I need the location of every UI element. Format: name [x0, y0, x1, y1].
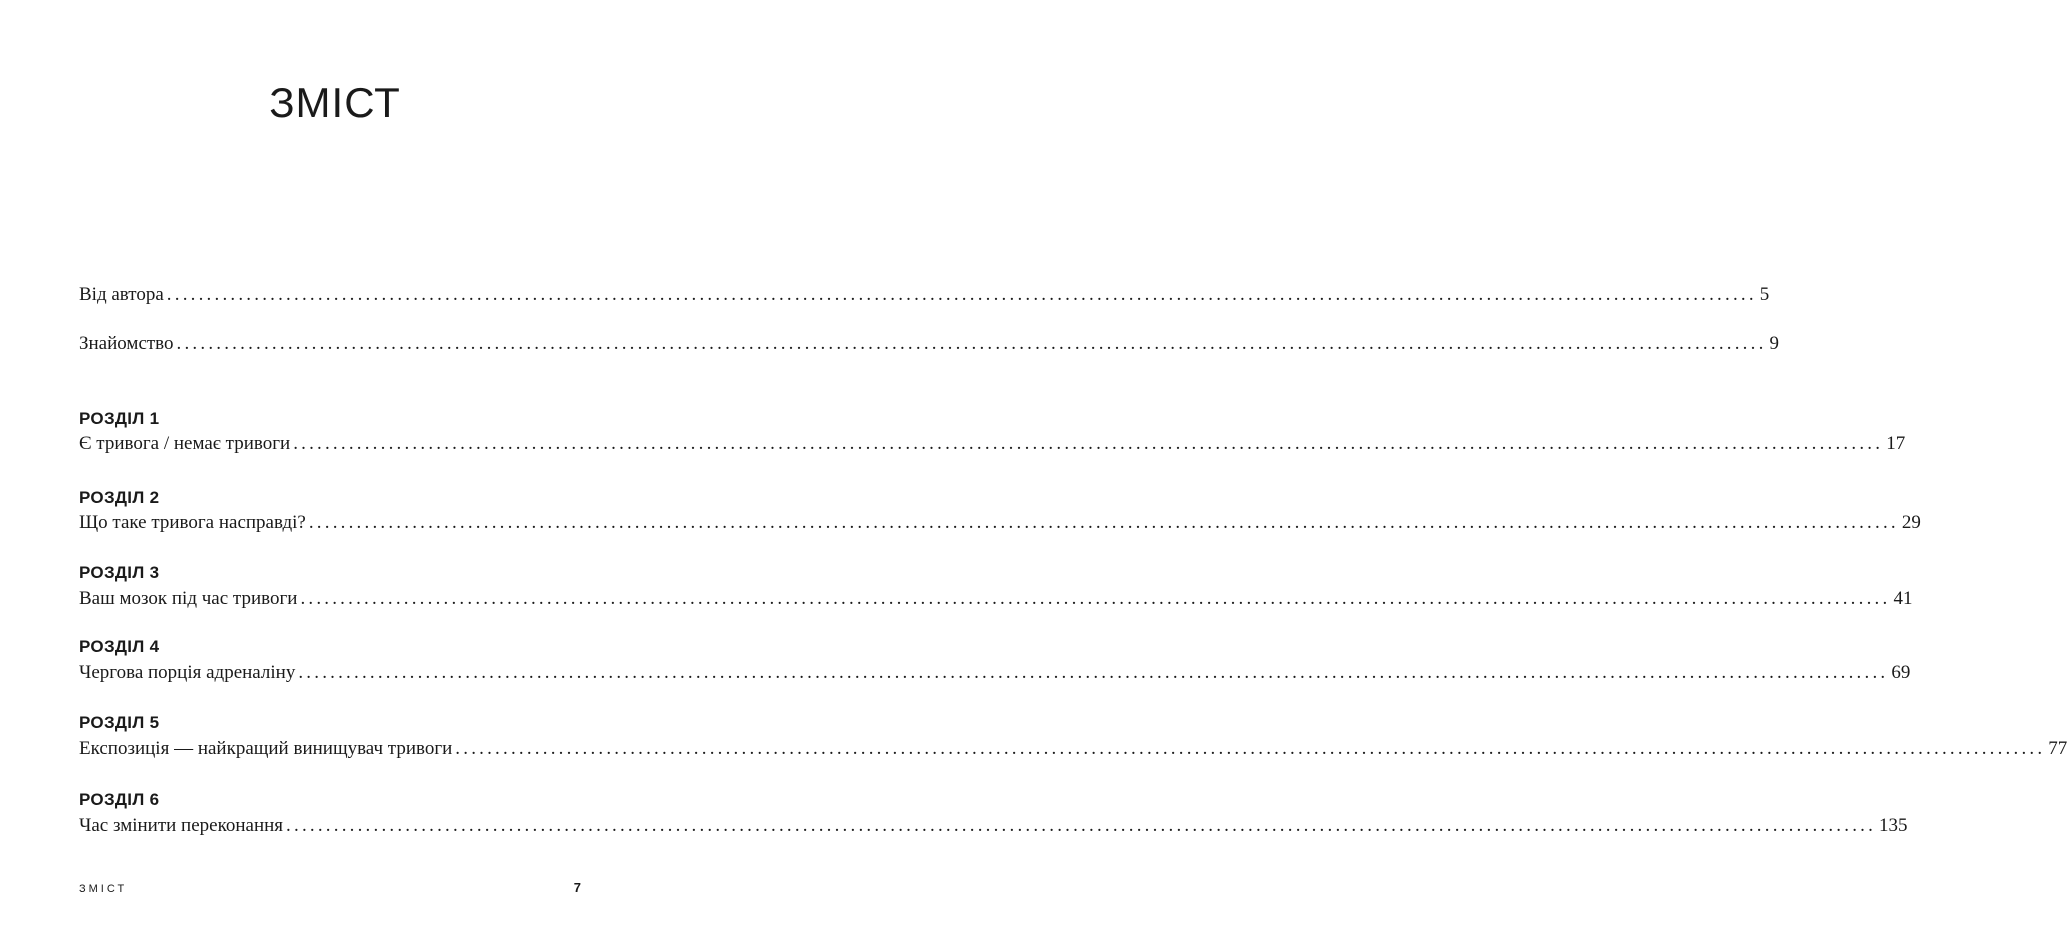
- chapter-label: РОЗДІЛ 2: [79, 488, 160, 507]
- toc-entry-chapter-6[interactable]: [79, 814, 1908, 838]
- toc-entry-title: Ваш мозок під час тривоги: [79, 588, 298, 609]
- toc-page-number: 5: [1759, 284, 1770, 305]
- toc-leader-dots: ........................................................................................................................................................................................................: [293, 433, 1884, 454]
- chapter-label: РОЗДІЛ 3: [79, 563, 160, 582]
- toc-leader-dots: ........................................................................................................................................................................................................: [455, 738, 2046, 759]
- toc-page-number: 41: [1893, 588, 1913, 609]
- toc-page-number: 29: [1901, 512, 1921, 533]
- toc-entry-chapter-4[interactable]: [79, 661, 1911, 685]
- toc-entry-title: Експозиція — найкращий винищувач тривоги: [79, 738, 453, 759]
- toc-leader-dots: ........................................................................................................................................................................................................: [166, 284, 1757, 305]
- page-number: 7: [573, 880, 581, 895]
- toc-page-number: 17: [1886, 433, 1906, 454]
- toc-entry-foreword[interactable]: [79, 283, 1770, 307]
- toc-entry-title: Знайомство: [79, 333, 174, 354]
- toc-leader-dots: ........................................................................................................................................................................................................: [308, 512, 1899, 533]
- toc-page-number: 135: [1879, 815, 1908, 836]
- toc-page-number: 77: [2048, 738, 2067, 759]
- toc-entry-chapter-3[interactable]: [79, 587, 1913, 611]
- chapter-label: РОЗДІЛ 4: [79, 637, 160, 656]
- toc-entry-chapter-2[interactable]: [79, 511, 1921, 535]
- chapter-label: РОЗДІЛ 1: [79, 409, 160, 428]
- toc-entry-chapter-1[interactable]: [79, 432, 1906, 456]
- chapter-label: РОЗДІЛ 6: [79, 790, 160, 809]
- toc-entry-title: Чергова порція адреналіну: [79, 662, 296, 683]
- chapter-label: РОЗДІЛ 5: [79, 713, 160, 732]
- toc-entry-title: Що таке тривога насправді?: [79, 512, 306, 533]
- page-title: ЗМІСТ: [269, 79, 401, 126]
- toc-leader-dots: ........................................................................................................................................................................................................: [286, 815, 1877, 836]
- toc-leader-dots: ........................................................................................................................................................................................................: [298, 662, 1889, 683]
- toc-leader-dots: ........................................................................................................................................................................................................: [176, 333, 1767, 354]
- running-head: ЗМІСТ: [79, 883, 128, 895]
- toc-leader-dots: ........................................................................................................................................................................................................: [300, 588, 1891, 609]
- toc-page-number: 9: [1769, 333, 1780, 354]
- toc-entry-title: Час змінити переконання: [79, 815, 284, 836]
- toc-entry-title: Від автора: [79, 284, 164, 305]
- toc-entry-chapter-5[interactable]: [79, 737, 2067, 761]
- toc-entry-introduction[interactable]: [79, 332, 1780, 356]
- toc-entry-title: Є тривога / немає тривоги: [79, 433, 291, 454]
- toc-page-number: 69: [1891, 662, 1911, 683]
